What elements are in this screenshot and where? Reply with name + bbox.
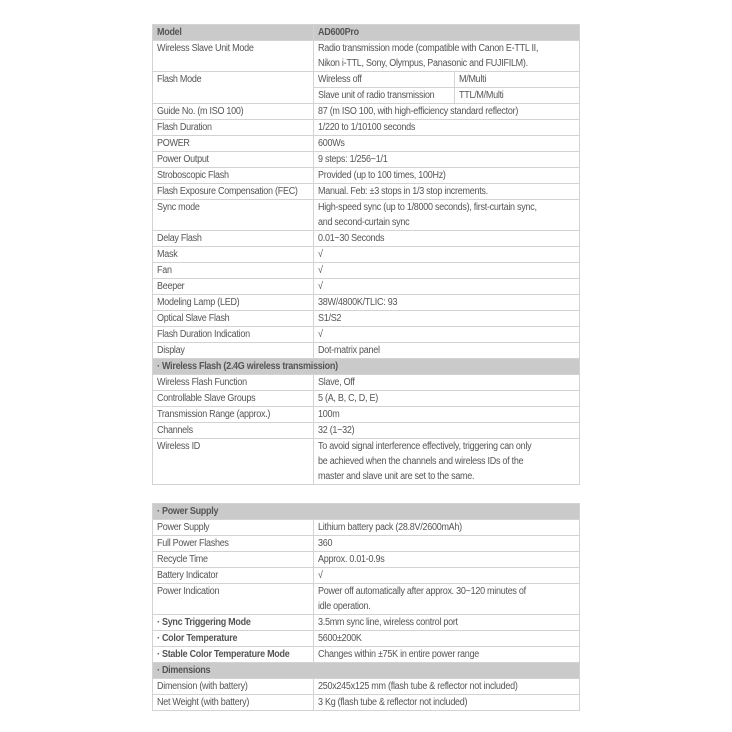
cell-text-line bbox=[459, 72, 575, 87]
cell-text-line bbox=[157, 552, 309, 567]
cell-text: Flash Duration bbox=[157, 122, 212, 133]
cell-text: Approx. 0.01-0.9s bbox=[318, 554, 385, 565]
cell-text-line bbox=[318, 679, 575, 694]
spec-value-cell bbox=[314, 407, 580, 423]
spec-row bbox=[153, 375, 580, 391]
cell-text: Dimension (with battery) bbox=[157, 681, 248, 692]
cell-text-line bbox=[157, 359, 575, 374]
spec-label-cell bbox=[153, 375, 314, 391]
spec-row bbox=[153, 552, 580, 568]
cell-text-line bbox=[318, 631, 575, 646]
cell-text: Dot-matrix panel bbox=[318, 345, 380, 356]
cell-text: Provided (up to 100 times, 100Hz) bbox=[318, 170, 446, 181]
cell-text: 3.5mm sync line, wireless control port bbox=[318, 617, 458, 628]
spec-value-cell bbox=[314, 631, 580, 647]
spec-value-cell bbox=[314, 295, 580, 311]
cell-text: 5600±200K bbox=[318, 633, 362, 644]
cell-text: Channels bbox=[157, 425, 193, 436]
cell-text: √ bbox=[318, 570, 323, 581]
spec-row bbox=[153, 295, 580, 311]
cell-text: 1/220 to 1/10100 seconds bbox=[318, 122, 416, 133]
spec-value-cell bbox=[314, 439, 580, 485]
cell-text: 600Ws bbox=[318, 138, 345, 149]
spec-row bbox=[153, 615, 580, 631]
spec-value-cell bbox=[314, 279, 580, 295]
spec-value-cell bbox=[314, 391, 580, 407]
spec-label-cell bbox=[153, 136, 314, 152]
spec-row bbox=[153, 407, 580, 423]
cell-text-line bbox=[318, 295, 575, 310]
cell-text-line bbox=[157, 25, 309, 40]
cell-text-line bbox=[157, 263, 309, 278]
cell-text: √ bbox=[318, 265, 323, 276]
cell-text: Changes within ±75K in entire power range bbox=[318, 649, 479, 660]
spec-subvalue-right-cell bbox=[455, 88, 580, 104]
header-value-cell bbox=[314, 25, 580, 41]
cell-text: Battery Indicator bbox=[157, 570, 218, 581]
spec-value-cell bbox=[314, 536, 580, 552]
cell-text-line bbox=[318, 536, 575, 551]
spec-value-cell bbox=[314, 552, 580, 568]
spec-row bbox=[153, 311, 580, 327]
spec-value-cell bbox=[314, 120, 580, 136]
spec-value-cell bbox=[314, 263, 580, 279]
cell-text-line bbox=[157, 231, 309, 246]
cell-text: AD600Pro bbox=[318, 27, 359, 38]
cell-text: Flash Duration Indication bbox=[157, 329, 250, 340]
cell-text: √ bbox=[318, 249, 323, 260]
cell-text-line bbox=[157, 391, 309, 406]
spec-row bbox=[153, 423, 580, 439]
spec-value-cell bbox=[314, 41, 580, 72]
cell-text-line bbox=[318, 215, 575, 230]
cell-text-line bbox=[318, 615, 575, 630]
spec-row bbox=[153, 72, 580, 88]
section-label-cell bbox=[153, 359, 580, 375]
spec-label-cell bbox=[153, 423, 314, 439]
spec-row bbox=[153, 536, 580, 552]
cell-text-line bbox=[318, 184, 575, 199]
cell-text-line bbox=[318, 375, 575, 390]
cell-text: · Dimensions bbox=[157, 665, 211, 676]
cell-text: 250x245x125 mm (flash tube & reflector not included) bbox=[318, 681, 518, 692]
spec-value-cell bbox=[314, 423, 580, 439]
cell-text: 32 (1~32) bbox=[318, 425, 355, 436]
cell-text: 9 steps: 1/256~1/1 bbox=[318, 154, 388, 165]
cell-text: Model bbox=[157, 27, 182, 38]
spec-row bbox=[153, 343, 580, 359]
cell-text: Slave unit of radio transmission bbox=[318, 90, 435, 101]
flash-specifications-table bbox=[152, 24, 580, 485]
cell-text-line bbox=[157, 327, 309, 342]
cell-text: 5 (A, B, C, D, E) bbox=[318, 393, 378, 404]
cell-text-line bbox=[157, 504, 575, 519]
cell-text-line bbox=[318, 391, 575, 406]
cell-text: Controllable Slave Groups bbox=[157, 393, 256, 404]
cell-text-line bbox=[318, 152, 575, 167]
spec-row bbox=[153, 327, 580, 343]
spec-label-cell bbox=[153, 41, 314, 72]
cell-text: Wireless Slave Unit Mode bbox=[157, 43, 254, 54]
spec-value-cell bbox=[314, 375, 580, 391]
cell-text: Mask bbox=[157, 249, 178, 260]
cell-text-line bbox=[157, 536, 309, 551]
cell-text: 87 (m ISO 100, with high-efficiency standard reflector) bbox=[318, 106, 519, 117]
cell-text: M/Multi bbox=[459, 74, 487, 85]
spec-label-cell bbox=[153, 231, 314, 247]
cell-text-line bbox=[318, 454, 575, 469]
spec-label-cell bbox=[153, 184, 314, 200]
cell-text-line bbox=[157, 152, 309, 167]
spec-label-cell bbox=[153, 552, 314, 568]
spec-row bbox=[153, 263, 580, 279]
cell-text-line bbox=[157, 647, 309, 662]
cell-text: · Color Temperature bbox=[157, 633, 238, 644]
cell-text: 100m bbox=[318, 409, 340, 420]
cell-text: · Power Supply bbox=[157, 506, 219, 517]
spec-label-cell bbox=[153, 584, 314, 615]
spec-value-cell bbox=[314, 247, 580, 263]
cell-text: S1/S2 bbox=[318, 313, 342, 324]
cell-text-line bbox=[318, 136, 575, 151]
spec-label-cell bbox=[153, 279, 314, 295]
section-header-row bbox=[153, 504, 580, 520]
spec-label-cell bbox=[153, 391, 314, 407]
cell-text: Slave, Off bbox=[318, 377, 355, 388]
cell-text-line bbox=[318, 407, 575, 422]
cell-text-line bbox=[318, 469, 575, 484]
cell-text: Wireless off bbox=[318, 74, 362, 85]
spec-label-cell bbox=[153, 263, 314, 279]
cell-text: Wireless ID bbox=[157, 441, 201, 452]
spec-value-cell bbox=[314, 152, 580, 168]
cell-text: Delay Flash bbox=[157, 233, 202, 244]
spec-value-cell bbox=[314, 615, 580, 631]
spec-value-cell bbox=[314, 104, 580, 120]
cell-text: √ bbox=[318, 281, 323, 292]
spec-value-cell bbox=[314, 311, 580, 327]
cell-text-line bbox=[318, 72, 450, 87]
spec-subvalue-left-cell bbox=[314, 88, 455, 104]
cell-text-line bbox=[318, 552, 575, 567]
cell-text-line bbox=[157, 615, 309, 630]
cell-text: Power Indication bbox=[157, 586, 220, 597]
cell-text: Optical Slave Flash bbox=[157, 313, 230, 324]
cell-text: POWER bbox=[157, 138, 190, 149]
spec-label-cell bbox=[153, 168, 314, 184]
cell-text-line bbox=[318, 200, 575, 215]
cell-text-line bbox=[157, 679, 309, 694]
spec-row bbox=[153, 679, 580, 695]
cell-text: Sync mode bbox=[157, 202, 200, 213]
cell-text-line bbox=[157, 407, 309, 422]
cell-text-line bbox=[157, 184, 309, 199]
cell-text-line bbox=[157, 41, 309, 56]
cell-text-line bbox=[318, 279, 575, 294]
spec-label-cell bbox=[153, 327, 314, 343]
cell-text-line bbox=[318, 104, 575, 119]
cell-text-line bbox=[157, 120, 309, 135]
table-header-row bbox=[153, 25, 580, 41]
spec-value-cell bbox=[314, 327, 580, 343]
cell-text: Flash Mode bbox=[157, 74, 202, 85]
cell-text-line bbox=[318, 327, 575, 342]
cell-text-line bbox=[318, 56, 575, 71]
spec-label-cell bbox=[153, 200, 314, 231]
spec-value-cell bbox=[314, 520, 580, 536]
cell-text-line bbox=[318, 568, 575, 583]
cell-text: Wireless Flash Function bbox=[157, 377, 247, 388]
cell-text-line bbox=[318, 520, 575, 535]
spec-label-cell bbox=[153, 295, 314, 311]
cell-text-line bbox=[318, 168, 575, 183]
spec-value-cell bbox=[314, 568, 580, 584]
cell-text: TTL/M/Multi bbox=[459, 90, 504, 101]
cell-text-line bbox=[318, 25, 575, 40]
spec-row bbox=[153, 631, 580, 647]
spec-label-cell bbox=[153, 536, 314, 552]
cell-text: Modeling Lamp (LED) bbox=[157, 297, 240, 308]
spec-label-cell bbox=[153, 568, 314, 584]
cell-text-line bbox=[318, 695, 575, 710]
cell-text: Guide No. (m ISO 100) bbox=[157, 106, 244, 117]
cell-text-line bbox=[318, 263, 575, 278]
cell-text: To avoid signal interference effectively, triggering can only bbox=[318, 441, 532, 452]
header-label-cell bbox=[153, 25, 314, 41]
cell-text: Transmission Range (approx.) bbox=[157, 409, 271, 420]
spec-label-cell bbox=[153, 679, 314, 695]
cell-text-line bbox=[157, 375, 309, 390]
cell-text: Manual. Feb: ±3 stops in 1/3 stop increments. bbox=[318, 186, 488, 197]
cell-text: Flash Exposure Compensation (FEC) bbox=[157, 186, 298, 197]
spec-row bbox=[153, 184, 580, 200]
cell-text-line bbox=[318, 599, 575, 614]
cell-text-line bbox=[157, 695, 309, 710]
spec-label-cell bbox=[153, 695, 314, 711]
cell-text-line bbox=[318, 439, 575, 454]
cell-text: Power Output bbox=[157, 154, 209, 165]
cell-text-line bbox=[157, 631, 309, 646]
cell-text-line bbox=[157, 168, 309, 183]
cell-text-line bbox=[157, 568, 309, 583]
spec-row bbox=[153, 168, 580, 184]
cell-text-line bbox=[157, 343, 309, 358]
spec-label-cell bbox=[153, 615, 314, 631]
spec-row bbox=[153, 695, 580, 711]
spec-label-cell bbox=[153, 647, 314, 663]
cell-text-line bbox=[318, 311, 575, 326]
spec-row bbox=[153, 391, 580, 407]
cell-text-line bbox=[157, 311, 309, 326]
spec-value-cell bbox=[314, 695, 580, 711]
spec-row bbox=[153, 568, 580, 584]
cell-text-line bbox=[318, 41, 575, 56]
section-header-row bbox=[153, 663, 580, 679]
spec-row bbox=[153, 104, 580, 120]
spec-subvalue-right-cell bbox=[455, 72, 580, 88]
power-and-dimensions-table bbox=[152, 503, 580, 711]
spec-value-cell bbox=[314, 168, 580, 184]
spec-row bbox=[153, 584, 580, 615]
cell-text-line bbox=[318, 343, 575, 358]
spec-row bbox=[153, 647, 580, 663]
cell-text-line bbox=[157, 423, 309, 438]
spec-row bbox=[153, 136, 580, 152]
cell-text: 360 bbox=[318, 538, 333, 549]
cell-text: idle operation. bbox=[318, 601, 371, 612]
cell-text: Full Power Flashes bbox=[157, 538, 229, 549]
cell-text-line bbox=[157, 72, 309, 87]
cell-text: 3 Kg (flash tube & reflector not included) bbox=[318, 697, 468, 708]
spec-label-cell bbox=[153, 311, 314, 327]
cell-text-line bbox=[157, 136, 309, 151]
cell-text: √ bbox=[318, 329, 323, 340]
cell-text: Lithium battery pack (28.8V/2600mAh) bbox=[318, 522, 462, 533]
cell-text: Beeper bbox=[157, 281, 185, 292]
spec-value-cell bbox=[314, 647, 580, 663]
spec-row bbox=[153, 200, 580, 231]
spec-row bbox=[153, 120, 580, 136]
spec-value-cell bbox=[314, 231, 580, 247]
cell-text-line bbox=[318, 231, 575, 246]
spec-value-cell bbox=[314, 136, 580, 152]
spec-subvalue-left-cell bbox=[314, 72, 455, 88]
cell-text-line bbox=[157, 663, 575, 678]
cell-text: · Stable Color Temperature Mode bbox=[157, 649, 290, 660]
cell-text: High-speed sync (up to 1/8000 seconds), first-curtain sync, bbox=[318, 202, 537, 213]
cell-text: Fan bbox=[157, 265, 172, 276]
cell-text-line bbox=[318, 423, 575, 438]
spec-label-cell bbox=[153, 407, 314, 423]
cell-text: · Sync Triggering Mode bbox=[157, 617, 251, 628]
section-header-row bbox=[153, 359, 580, 375]
spec-row bbox=[153, 439, 580, 485]
cell-text-line bbox=[157, 439, 309, 454]
spec-label-cell bbox=[153, 520, 314, 536]
cell-text-line bbox=[318, 88, 450, 103]
spec-row bbox=[153, 520, 580, 536]
spec-row bbox=[153, 231, 580, 247]
cell-text-line bbox=[459, 88, 575, 103]
spec-value-cell bbox=[314, 200, 580, 231]
spec-label-cell bbox=[153, 247, 314, 263]
cell-text: Display bbox=[157, 345, 185, 356]
spec-label-cell bbox=[153, 343, 314, 359]
spec-row bbox=[153, 41, 580, 72]
spec-value-cell bbox=[314, 584, 580, 615]
cell-text-line bbox=[157, 104, 309, 119]
cell-text-line bbox=[157, 200, 309, 215]
spec-value-cell bbox=[314, 679, 580, 695]
spec-value-cell bbox=[314, 184, 580, 200]
cell-text: Radio transmission mode (compatible with Canon E-TTL II, bbox=[318, 43, 539, 54]
spec-label-cell bbox=[153, 631, 314, 647]
cell-text-line bbox=[318, 647, 575, 662]
spec-row bbox=[153, 152, 580, 168]
cell-text-line bbox=[318, 120, 575, 135]
cell-text: Recycle Time bbox=[157, 554, 208, 565]
cell-text: 38W/4800K/TLIC: 93 bbox=[318, 297, 398, 308]
spec-value-cell bbox=[314, 343, 580, 359]
cell-text-line bbox=[318, 247, 575, 262]
cell-text-line bbox=[157, 520, 309, 535]
cell-text-line bbox=[318, 584, 575, 599]
cell-text: 0.01~30 Seconds bbox=[318, 233, 385, 244]
spec-label-cell bbox=[153, 120, 314, 136]
cell-text: be achieved when the channels and wireless IDs of the bbox=[318, 456, 524, 467]
cell-text: Power Supply bbox=[157, 522, 210, 533]
section-label-cell bbox=[153, 504, 580, 520]
cell-text: master and slave unit are set to the same. bbox=[318, 471, 475, 482]
section-label-cell bbox=[153, 663, 580, 679]
cell-text: Power off automatically after approx. 30~120 minutes of bbox=[318, 586, 526, 597]
cell-text: and second-curtain sync bbox=[318, 217, 410, 228]
spec-label-cell bbox=[153, 104, 314, 120]
cell-text-line bbox=[157, 584, 309, 599]
cell-text: · Wireless Flash (2.4G wireless transmission) bbox=[157, 361, 338, 372]
cell-text: Stroboscopic Flash bbox=[157, 170, 229, 181]
spec-label-cell bbox=[153, 439, 314, 485]
cell-text: Nikon i-TTL, Sony, Olympus, Panasonic and FUJIFILM). bbox=[318, 58, 528, 69]
spec-row bbox=[153, 247, 580, 263]
cell-text-line bbox=[157, 279, 309, 294]
spec-row bbox=[153, 279, 580, 295]
spec-label-cell bbox=[153, 152, 314, 168]
cell-text: Net Weight (with battery) bbox=[157, 697, 250, 708]
spec-label-cell bbox=[153, 72, 314, 104]
cell-text-line bbox=[157, 295, 309, 310]
cell-text-line bbox=[157, 247, 309, 262]
